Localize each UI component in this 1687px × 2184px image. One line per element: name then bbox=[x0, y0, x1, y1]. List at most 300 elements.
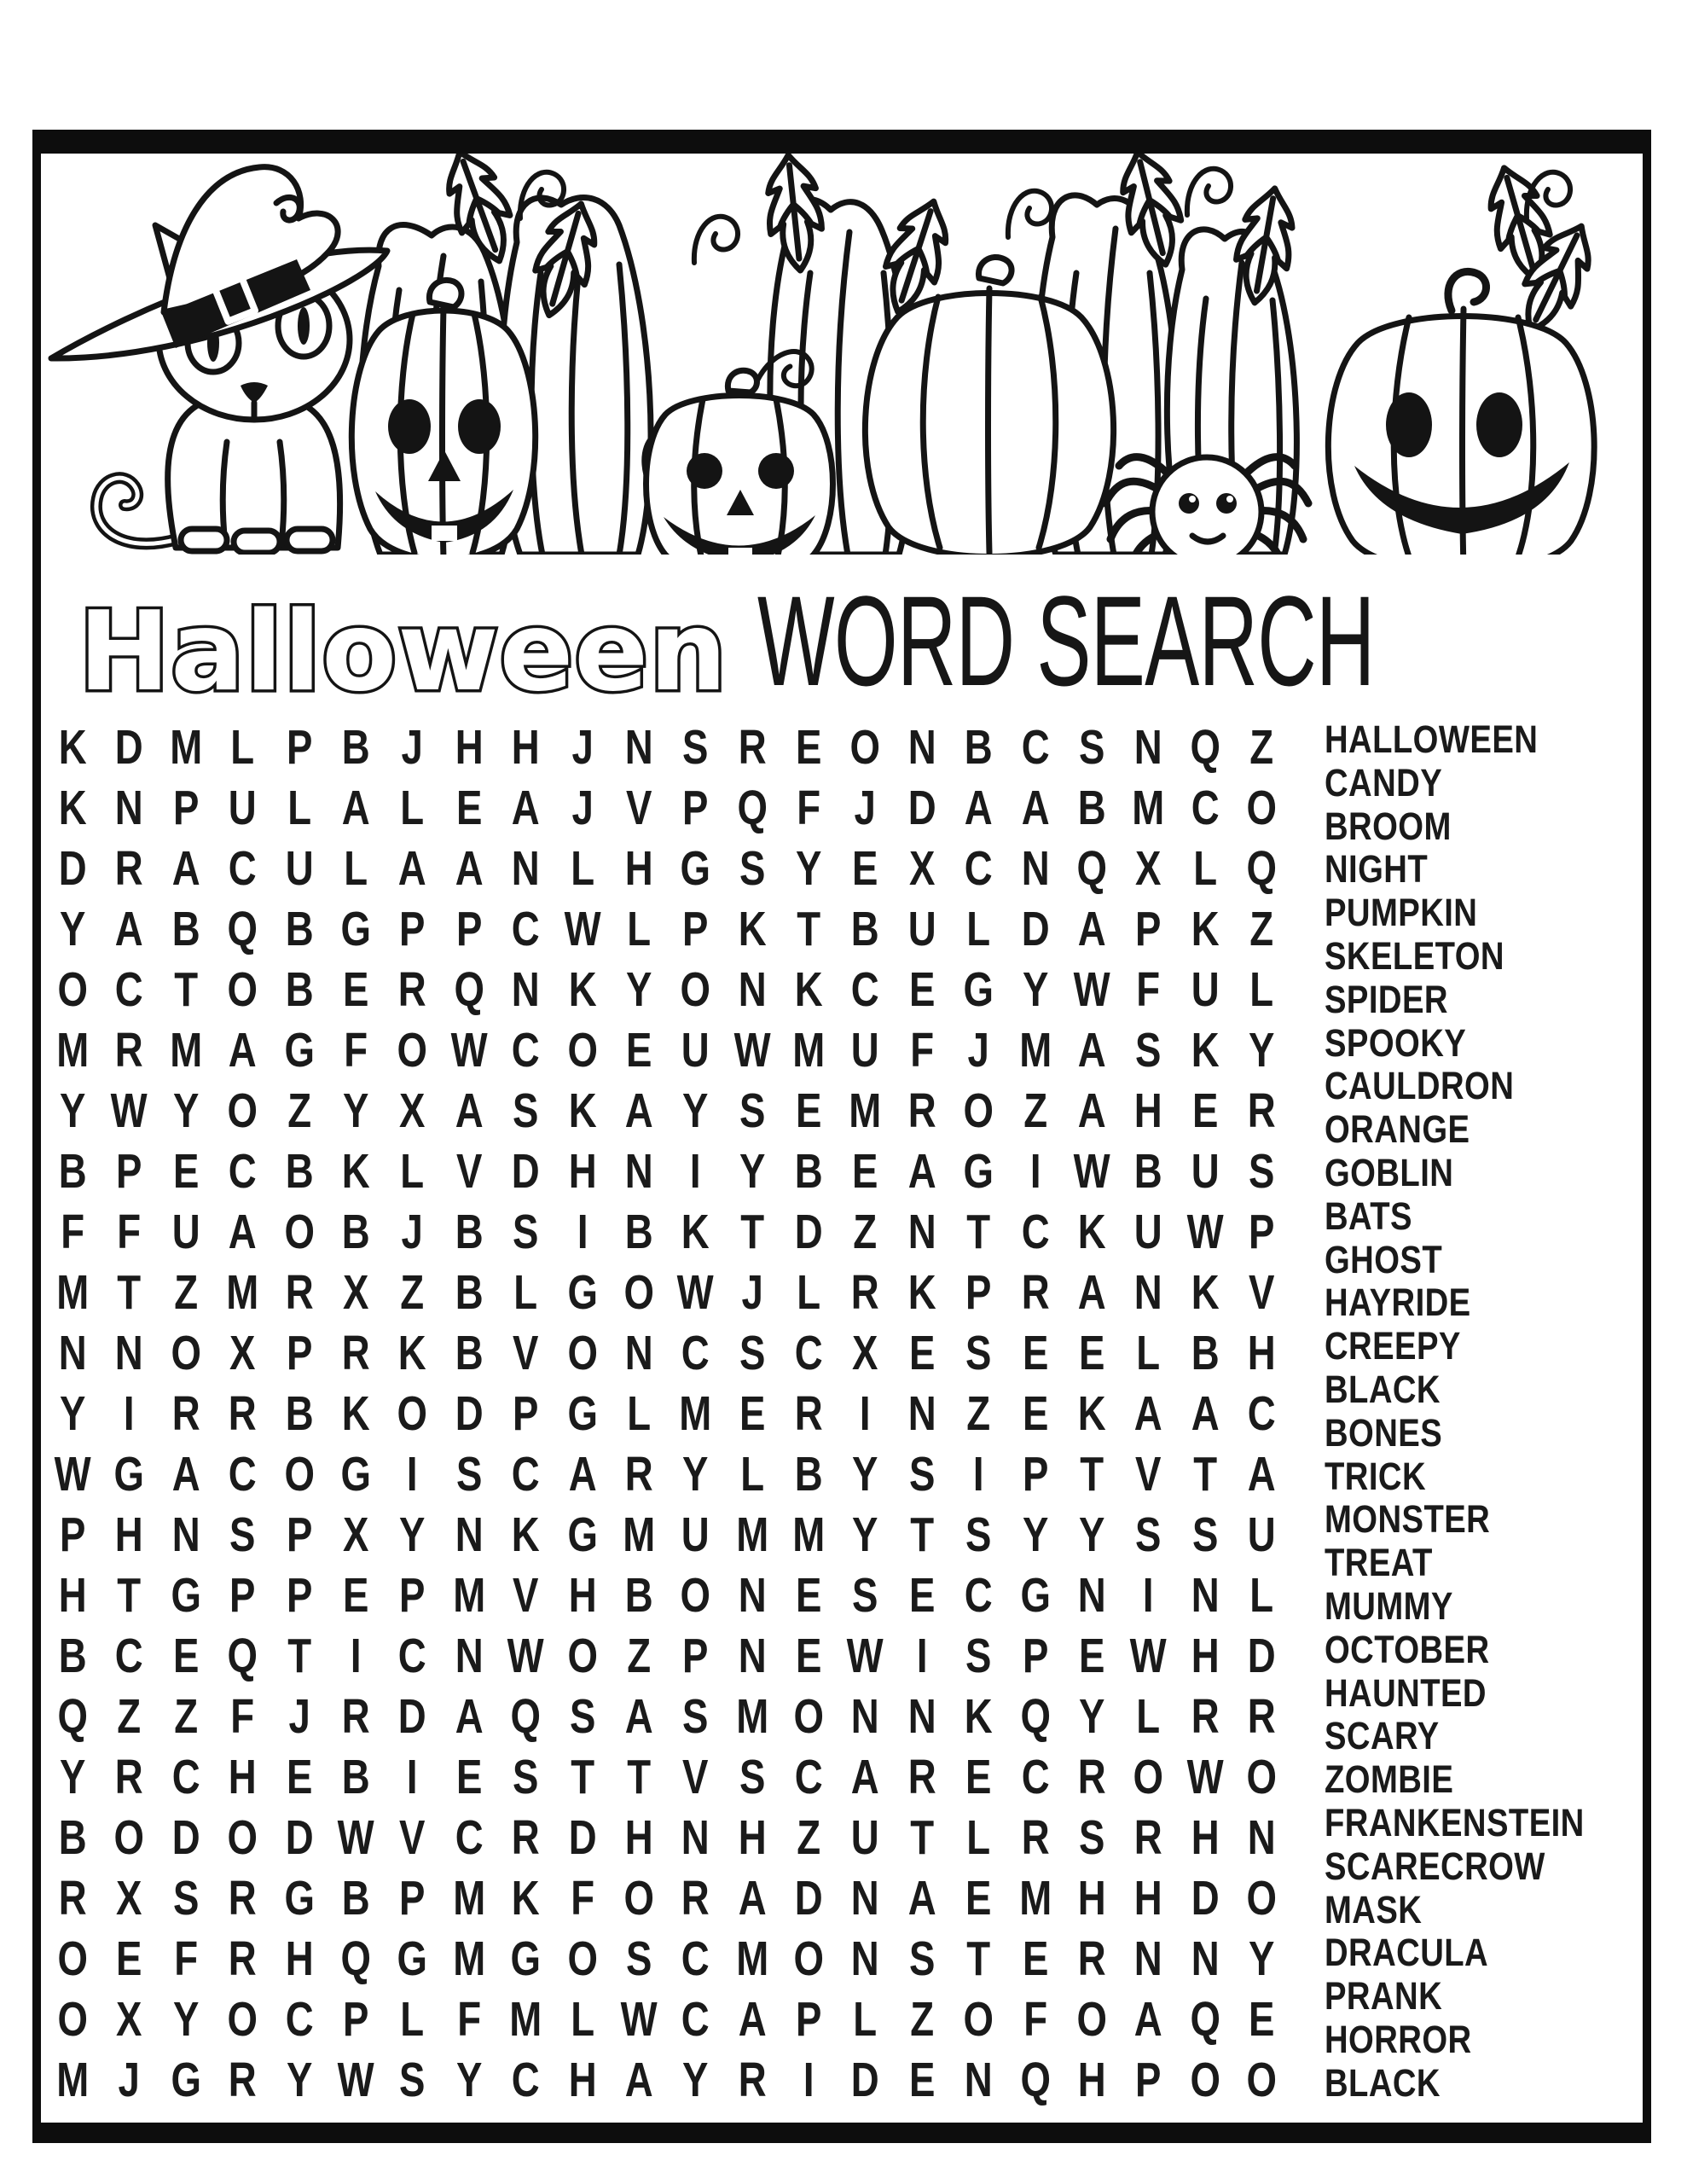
grid-cell: E bbox=[852, 1143, 878, 1199]
grid-cell: A bbox=[1021, 780, 1050, 835]
grid-cell: I bbox=[407, 1749, 418, 1804]
grid-cell: P bbox=[342, 1991, 369, 2047]
grid-cell: N bbox=[455, 1507, 484, 1562]
grid-cell: O bbox=[623, 1264, 654, 1320]
grid-cell: R bbox=[1247, 1083, 1276, 1138]
grid-cell: X bbox=[908, 840, 936, 896]
grid-cell: K bbox=[907, 1264, 936, 1320]
grid-cell: D bbox=[455, 1385, 484, 1441]
grid-cell: L bbox=[400, 1143, 425, 1199]
grid-cell: V bbox=[1249, 1264, 1275, 1320]
grid-cell: W bbox=[1186, 1749, 1224, 1804]
grid-cell: N bbox=[738, 961, 767, 1017]
grid-cell: B bbox=[624, 1567, 653, 1623]
grid-cell: R bbox=[907, 1083, 936, 1138]
grid-cell: D bbox=[58, 840, 87, 896]
grid-cell: D bbox=[511, 1143, 540, 1199]
grid-cell: Y bbox=[1022, 961, 1049, 1017]
grid-cell: G bbox=[963, 961, 994, 1017]
grid-cell: C bbox=[794, 1749, 823, 1804]
grid-cell: A bbox=[455, 1688, 484, 1744]
grid-cell: J bbox=[401, 719, 424, 775]
grid-cell: O bbox=[963, 1083, 994, 1138]
grid-cell: W bbox=[337, 1809, 374, 1865]
grid-cell: R bbox=[171, 1385, 200, 1441]
word-list-item: ZOMBIE bbox=[1325, 1757, 1454, 1802]
grid-cell: C bbox=[681, 1991, 710, 2047]
grid-cell: T bbox=[627, 1749, 652, 1804]
grid-cell: L bbox=[966, 901, 991, 956]
grid-cell: H bbox=[624, 840, 653, 896]
grid-cell: E bbox=[342, 961, 369, 1017]
grid-cell: N bbox=[907, 1688, 936, 1744]
grid-cell: A bbox=[624, 1688, 653, 1744]
grid-cell: E bbox=[908, 1567, 936, 1623]
grid-cell: H bbox=[568, 1567, 597, 1623]
grid-cell: K bbox=[681, 1204, 710, 1259]
grid-cell: L bbox=[570, 1991, 594, 2047]
grid-cell: R bbox=[1077, 1931, 1106, 1986]
grid-cell: N bbox=[851, 1870, 880, 1926]
grid-cell: H bbox=[455, 719, 484, 775]
word-list-item: BLACK bbox=[1325, 2060, 1441, 2105]
grid-cell: H bbox=[1191, 1628, 1220, 1683]
grid-cell: C bbox=[1191, 780, 1220, 835]
grid-cell: L bbox=[1136, 1325, 1161, 1380]
grid-cell: A bbox=[228, 1022, 257, 1077]
grid-cell: M bbox=[792, 1507, 826, 1562]
grid-cell: A bbox=[171, 1446, 200, 1502]
grid-cell: O bbox=[1246, 1870, 1278, 1926]
grid-cell: N bbox=[58, 1325, 87, 1380]
grid-cell: O bbox=[793, 1931, 825, 1986]
grid-cell: N bbox=[115, 1325, 144, 1380]
grid-cell: M bbox=[1018, 1870, 1052, 1926]
grid-cell: O bbox=[1133, 1749, 1164, 1804]
grid-cell: K bbox=[58, 719, 87, 775]
grid-cell: N bbox=[907, 719, 936, 775]
grid-cell: Z bbox=[1023, 1083, 1047, 1138]
grid-cell: E bbox=[796, 1083, 822, 1138]
grid-cell: S bbox=[739, 1749, 766, 1804]
grid-cell: C bbox=[115, 961, 144, 1017]
grid-cell: A bbox=[1077, 1083, 1106, 1138]
grid-cell: Y bbox=[1079, 1507, 1105, 1562]
word-list-item: ORANGE bbox=[1325, 1107, 1470, 1152]
grid-cell: S bbox=[1079, 1809, 1105, 1865]
grid-cell: I bbox=[350, 1628, 362, 1683]
grid-cell: H bbox=[1077, 1870, 1106, 1926]
grid-cell: W bbox=[847, 1628, 884, 1683]
grid-cell: K bbox=[398, 1325, 427, 1380]
grid-cell: K bbox=[1077, 1204, 1106, 1259]
grid-cell: S bbox=[1249, 1143, 1275, 1199]
grid-cell: Y bbox=[682, 2052, 709, 2107]
grid-cell: R bbox=[851, 1264, 880, 1320]
grid-cell: S bbox=[625, 1931, 652, 1986]
grid-cell: E bbox=[455, 780, 483, 835]
grid-cell: D bbox=[568, 1809, 597, 1865]
grid-cell: B bbox=[285, 961, 314, 1017]
grid-cell: Z bbox=[1249, 901, 1274, 956]
grid-cell: U bbox=[171, 1204, 200, 1259]
grid-cell: F bbox=[1023, 1991, 1047, 2047]
grid-cell: B bbox=[58, 1628, 87, 1683]
grid-cell: L bbox=[797, 1264, 821, 1320]
grid-cell: T bbox=[966, 1204, 991, 1259]
grid-cell: P bbox=[399, 901, 426, 956]
grid-cell: A bbox=[624, 2052, 653, 2107]
grid-cell: R bbox=[58, 1870, 87, 1926]
grid-cell: C bbox=[681, 1325, 710, 1380]
grid-cell: J bbox=[741, 1264, 763, 1320]
grid-cell: C bbox=[681, 1931, 710, 1986]
grid-cell: Z bbox=[966, 1385, 991, 1441]
grid-cell: V bbox=[1135, 1446, 1162, 1502]
grid-cell: K bbox=[511, 1870, 540, 1926]
grid-cell: M bbox=[509, 1991, 542, 2047]
grid-cell: V bbox=[513, 1325, 539, 1380]
grid-cell: R bbox=[738, 2052, 767, 2107]
grid-cell: O bbox=[227, 1809, 258, 1865]
grid-cell: P bbox=[399, 1567, 426, 1623]
grid-cell: H bbox=[1077, 2052, 1106, 2107]
grid-cell: R bbox=[1247, 1688, 1276, 1744]
grid-cell: E bbox=[342, 1567, 369, 1623]
grid-cell: N bbox=[1191, 1931, 1220, 1986]
grid-cell: A bbox=[1134, 1991, 1163, 2047]
grid-cell: H bbox=[228, 1749, 257, 1804]
grid-cell: N bbox=[115, 780, 144, 835]
grid-cell: Y bbox=[796, 840, 822, 896]
grid-cell: M bbox=[169, 719, 202, 775]
grid-cell: T bbox=[117, 1264, 142, 1320]
grid-cell: C bbox=[285, 1991, 314, 2047]
grid-cell: A bbox=[115, 901, 144, 956]
grid-cell: K bbox=[964, 1688, 993, 1744]
grid-cell: R bbox=[228, 1385, 257, 1441]
grid-cell: C bbox=[511, 1022, 540, 1077]
grid-cell: P bbox=[286, 719, 312, 775]
word-list-item: PUMPKIN bbox=[1325, 891, 1478, 935]
grid-cell: E bbox=[796, 1567, 822, 1623]
grid-cell: D bbox=[398, 1688, 427, 1744]
grid-cell: D bbox=[851, 2052, 880, 2107]
grid-cell: S bbox=[965, 1628, 992, 1683]
grid-cell: I bbox=[803, 2052, 815, 2107]
grid-cell: M bbox=[226, 1264, 259, 1320]
grid-cell: S bbox=[1135, 1507, 1162, 1562]
grid-cell: B bbox=[285, 1385, 314, 1441]
grid-cell: S bbox=[682, 719, 709, 775]
grid-cell: O bbox=[566, 1931, 598, 1986]
grid-cell: S bbox=[908, 1446, 936, 1502]
grid-cell: Y bbox=[739, 1143, 766, 1199]
grid-cell: O bbox=[566, 1022, 598, 1077]
word-list-item: SCARY bbox=[1325, 1714, 1440, 1758]
grid-cell: C bbox=[1021, 719, 1050, 775]
grid-cell: B bbox=[455, 1325, 484, 1380]
grid-cell: O bbox=[1190, 2052, 1220, 2107]
grid-cell: L bbox=[1136, 1688, 1161, 1744]
word-list-item: HALLOWEEN bbox=[1325, 717, 1539, 761]
grid-cell: E bbox=[172, 1628, 200, 1683]
grid-cell: R bbox=[115, 1749, 144, 1804]
grid-cell: B bbox=[794, 1446, 823, 1502]
grid-cell: W bbox=[507, 1628, 544, 1683]
grid-cell: B bbox=[341, 719, 370, 775]
word-list-item: FRANKENSTEIN bbox=[1325, 1800, 1585, 1844]
grid-cell: L bbox=[400, 1991, 425, 2047]
grid-cell: K bbox=[568, 961, 597, 1017]
grid-cell: E bbox=[455, 1749, 483, 1804]
grid-cell: O bbox=[849, 719, 881, 775]
grid-cell: R bbox=[1021, 1809, 1050, 1865]
grid-cell: T bbox=[910, 1809, 934, 1865]
grid-cell: B bbox=[624, 1204, 653, 1259]
grid-cell: G bbox=[340, 1446, 371, 1502]
grid-cell: S bbox=[1191, 1507, 1219, 1562]
grid-cell: T bbox=[117, 1567, 142, 1623]
grid-cell: L bbox=[853, 1991, 878, 2047]
grid-cell: T bbox=[910, 1507, 934, 1562]
grid-cell: Q bbox=[57, 1688, 88, 1744]
grid-cell: N bbox=[511, 840, 540, 896]
grid-cell: U bbox=[851, 1022, 880, 1077]
grid-cell: B bbox=[794, 1143, 823, 1199]
grid-cell: C bbox=[455, 1809, 484, 1865]
grid-cell: D bbox=[171, 1809, 200, 1865]
grid-cell: B bbox=[851, 901, 880, 956]
grid-cell: L bbox=[966, 1809, 991, 1865]
grid-cell: H bbox=[1134, 1870, 1163, 1926]
grid-cell: E bbox=[796, 719, 822, 775]
grid-cell: X bbox=[116, 1870, 142, 1926]
grid-cell: D bbox=[115, 719, 144, 775]
grid-cell: V bbox=[399, 1809, 426, 1865]
grid-cell: O bbox=[227, 961, 258, 1017]
grid-cell: D bbox=[1021, 901, 1050, 956]
grid-cell: I bbox=[1143, 1567, 1154, 1623]
word-list-item: SCARECROW bbox=[1325, 1844, 1545, 1888]
grid-cell: P bbox=[229, 1567, 256, 1623]
word-list-item: BATS bbox=[1325, 1194, 1412, 1238]
grid-cell: M bbox=[56, 1264, 90, 1320]
grid-cell: S bbox=[965, 1507, 992, 1562]
grid-cell: N bbox=[1077, 1567, 1106, 1623]
grid-cell: Z bbox=[174, 1264, 198, 1320]
grid-cell: H bbox=[511, 719, 540, 775]
grid-cell: L bbox=[570, 840, 594, 896]
grid-cell: Y bbox=[625, 961, 652, 1017]
grid-cell: S bbox=[229, 1507, 256, 1562]
grid-cell: X bbox=[399, 1083, 426, 1138]
grid-cell: A bbox=[568, 1446, 597, 1502]
grid-cell: I bbox=[577, 1204, 588, 1259]
grid-cell: P bbox=[116, 1143, 142, 1199]
grid-cell: L bbox=[344, 840, 368, 896]
grid-cell: A bbox=[1247, 1446, 1276, 1502]
grid-cell: H bbox=[1134, 1083, 1163, 1138]
grid-cell: A bbox=[455, 1083, 484, 1138]
grid-cell: E bbox=[1079, 1628, 1105, 1683]
grid-cell: G bbox=[340, 901, 371, 956]
grid-cell: M bbox=[735, 1688, 768, 1744]
grid-cell: Y bbox=[1249, 1022, 1275, 1077]
grid-cell: G bbox=[171, 2052, 201, 2107]
grid-cell: F bbox=[174, 1931, 198, 1986]
grid-cell: E bbox=[852, 840, 878, 896]
grid-cell: C bbox=[794, 1325, 823, 1380]
grid-cell: P bbox=[1135, 901, 1162, 956]
grid-cell: N bbox=[624, 1143, 653, 1199]
grid-cell: Q bbox=[340, 1931, 371, 1986]
grid-cell: T bbox=[966, 1931, 991, 1986]
grid-cell: X bbox=[116, 1991, 142, 2047]
grid-cell: S bbox=[513, 1749, 539, 1804]
grid-cell: F bbox=[570, 1870, 594, 1926]
grid-cell: K bbox=[341, 1143, 370, 1199]
grid-cell: N bbox=[738, 1628, 767, 1683]
grid-cell: P bbox=[682, 1628, 709, 1683]
grid-cell: Y bbox=[59, 1385, 86, 1441]
grid-cell: L bbox=[739, 1446, 764, 1502]
grid-cell: T bbox=[739, 1204, 764, 1259]
grid-cell: K bbox=[1191, 1264, 1220, 1320]
grid-cell: X bbox=[229, 1325, 256, 1380]
grid-cell: T bbox=[1193, 1446, 1217, 1502]
grid-cell: O bbox=[623, 1870, 654, 1926]
grid-cell: P bbox=[286, 1507, 312, 1562]
grid-cell: N bbox=[851, 1931, 880, 1986]
grid-cell: Q bbox=[1190, 1991, 1220, 2047]
grid-cell: E bbox=[1249, 1991, 1275, 2047]
grid-cell: A bbox=[1077, 1022, 1106, 1077]
grid-cell: G bbox=[566, 1264, 598, 1320]
grid-cell: O bbox=[227, 1991, 258, 2047]
grid-cell: Q bbox=[1020, 1688, 1051, 1744]
grid-cell: I bbox=[124, 1385, 135, 1441]
grid-cell: U bbox=[907, 901, 936, 956]
grid-cell: A bbox=[738, 1991, 767, 2047]
grid-cell: E bbox=[1079, 1325, 1105, 1380]
grid-cell: H bbox=[58, 1567, 87, 1623]
grid-cell: B bbox=[171, 901, 200, 956]
grid-cell: T bbox=[287, 1628, 311, 1683]
grid-cell: W bbox=[733, 1022, 771, 1077]
grid-cell: S bbox=[965, 1325, 992, 1380]
cat-with-witch-hat-icon bbox=[51, 167, 387, 553]
grid-cell: U bbox=[285, 840, 314, 896]
grid-cell: Q bbox=[510, 1688, 542, 1744]
grid-cell: Z bbox=[287, 1083, 311, 1138]
grid-cell: S bbox=[1079, 719, 1105, 775]
grid-cell: S bbox=[739, 1083, 766, 1138]
grid-cell: E bbox=[908, 961, 936, 1017]
grid-cell: Y bbox=[1079, 1688, 1105, 1744]
grid-cell: A bbox=[398, 840, 427, 896]
grid-cell: P bbox=[965, 1264, 992, 1320]
grid-cell: U bbox=[1134, 1204, 1163, 1259]
grid-cell: D bbox=[794, 1870, 823, 1926]
grid-cell: L bbox=[230, 719, 255, 775]
grid-cell: E bbox=[1022, 1385, 1049, 1441]
grid-cell: N bbox=[851, 1688, 880, 1744]
grid-cell: Q bbox=[454, 961, 484, 1017]
grid-cell: W bbox=[54, 1446, 91, 1502]
word-list-item: NIGHT bbox=[1325, 847, 1429, 892]
grid-cell: S bbox=[172, 1870, 200, 1926]
grid-cell: F bbox=[797, 780, 821, 835]
word-list-item: TRICK bbox=[1325, 1454, 1426, 1498]
grid-cell: S bbox=[739, 840, 766, 896]
grid-cell: O bbox=[566, 1628, 598, 1683]
grid-cell: Q bbox=[737, 780, 768, 835]
grid-cell: O bbox=[57, 961, 88, 1017]
grid-cell: G bbox=[284, 1870, 315, 1926]
grid-cell: S bbox=[513, 1083, 539, 1138]
grid-cell: O bbox=[397, 1022, 428, 1077]
grid-cell: Q bbox=[1020, 2052, 1051, 2107]
word-list-item: CAULDRON bbox=[1325, 1064, 1515, 1108]
grid-cell: P bbox=[796, 1991, 822, 2047]
grid-cell: Y bbox=[852, 1507, 878, 1562]
grid-cell: A bbox=[228, 1204, 257, 1259]
grid-cell: F bbox=[61, 1204, 85, 1259]
grid-cell: B bbox=[58, 1809, 87, 1865]
grid-cell: H bbox=[568, 1143, 597, 1199]
grid-cell: F bbox=[910, 1022, 934, 1077]
grid-cell: R bbox=[228, 1931, 257, 1986]
grid-cell: X bbox=[342, 1264, 369, 1320]
grid-cell: S bbox=[852, 1567, 878, 1623]
grid-cell: O bbox=[1246, 1749, 1278, 1804]
grid-cell: E bbox=[625, 1022, 652, 1077]
grid-cell: M bbox=[792, 1022, 826, 1077]
grid-cell: R bbox=[1021, 1264, 1050, 1320]
grid-cell: B bbox=[341, 1204, 370, 1259]
grid-cell: F bbox=[117, 1204, 142, 1259]
grid-cell: W bbox=[1073, 961, 1110, 1017]
grid-cell: K bbox=[568, 1083, 597, 1138]
grid-cell: J bbox=[571, 780, 594, 835]
grid-cell: J bbox=[288, 1688, 310, 1744]
grid-cell: O bbox=[1076, 1991, 1107, 2047]
grid-cell: O bbox=[113, 1809, 145, 1865]
grid-cell: Y bbox=[286, 2052, 312, 2107]
grid-cell: A bbox=[1077, 1264, 1106, 1320]
grid-cell: E bbox=[1022, 1325, 1049, 1380]
grid-cell: I bbox=[860, 1385, 871, 1441]
grid-cell: W bbox=[1186, 1204, 1224, 1259]
word-list-item: MONSTER bbox=[1325, 1497, 1491, 1542]
grid-cell: K bbox=[738, 901, 767, 956]
grid-cell: S bbox=[739, 1325, 766, 1380]
grid-cell: G bbox=[963, 1143, 994, 1199]
grid-cell: H bbox=[624, 1809, 653, 1865]
grid-cell: Q bbox=[1076, 840, 1107, 896]
grid-cell: I bbox=[690, 1143, 701, 1199]
grid-cell: A bbox=[455, 840, 484, 896]
grid-cell: C bbox=[115, 1628, 144, 1683]
grid-cell: M bbox=[735, 1931, 768, 1986]
grid-cell: P bbox=[682, 901, 709, 956]
grid-cell: C bbox=[1021, 1749, 1050, 1804]
grid-cell: P bbox=[172, 780, 200, 835]
grid-cell: Z bbox=[1249, 719, 1274, 775]
grid-cell: M bbox=[56, 2052, 90, 2107]
grid-cell: W bbox=[450, 1022, 488, 1077]
